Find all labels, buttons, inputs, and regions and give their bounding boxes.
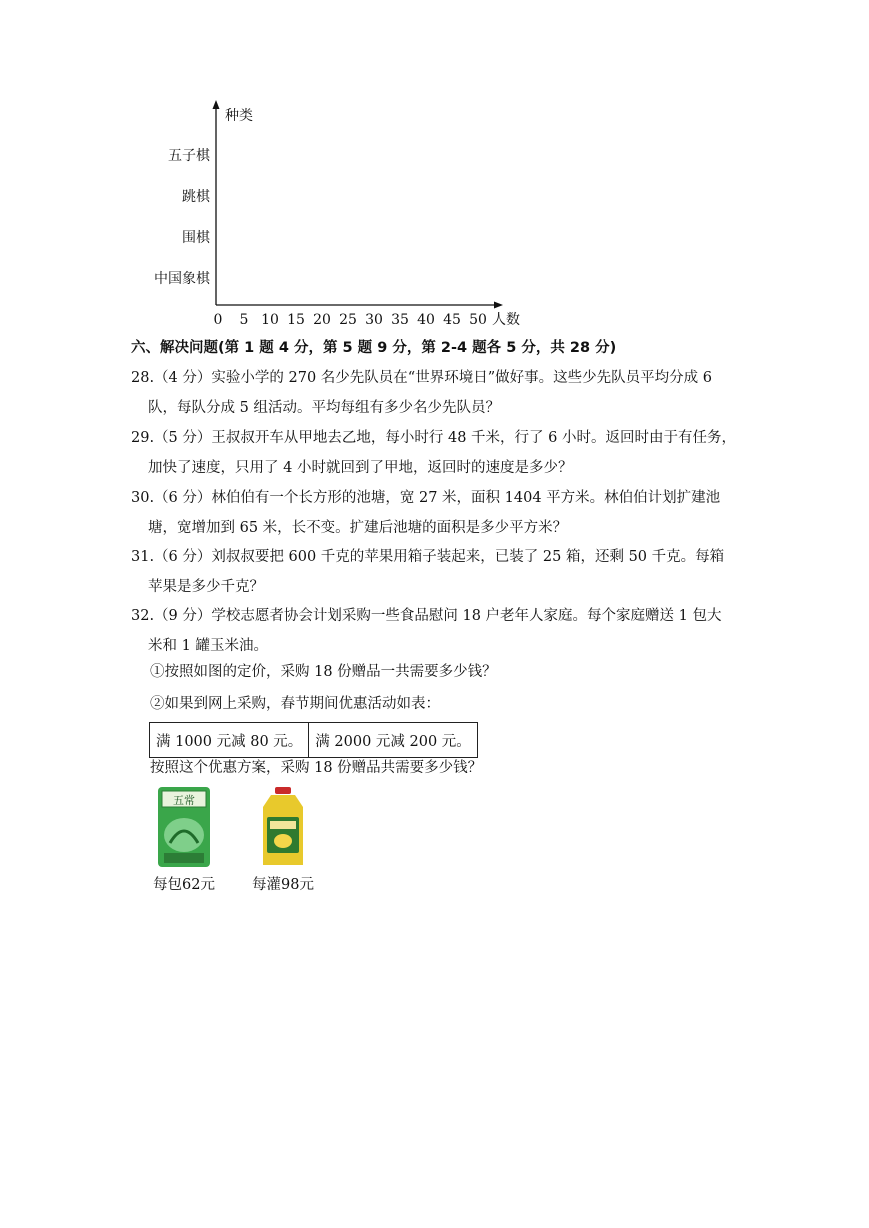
- section-title: 六、解决问题(第 1 题 4 分，第 5 题 9 分，第 2-4 题各 5 分，共 28 分): [131, 340, 617, 356]
- x-tick-label: 35: [391, 312, 409, 328]
- x-tick-label: 50: [469, 312, 487, 328]
- x-axis-arrow: [494, 302, 503, 309]
- rice-logo-text: 五常: [173, 794, 195, 807]
- question-30: [131, 483, 741, 543]
- x-tick-label: 5: [239, 312, 249, 328]
- x-tick-label: 10: [261, 312, 279, 328]
- offer-table: [149, 722, 478, 758]
- q32-sub1: ①按照如图的定价，采购 18 份赠品一共需要多少钱？: [150, 664, 497, 680]
- question-line: 苹果是多少千克？: [148, 579, 264, 595]
- x-tick-label: 25: [339, 312, 357, 328]
- x-tick-labels: [214, 312, 487, 328]
- category-label: 围棋: [182, 230, 210, 246]
- x-tick-label: 45: [443, 312, 461, 328]
- category-label: 跳棋: [182, 189, 210, 205]
- rice-product: [144, 785, 224, 893]
- question-31: [131, 542, 741, 602]
- question-28: [131, 363, 741, 423]
- oil-bottle-icon: [243, 785, 323, 869]
- offer-cell-1: 满 1000 元减 80 元。: [150, 723, 309, 758]
- question-29: [131, 423, 741, 483]
- y-axis-arrow: [213, 100, 220, 109]
- x-tick-label: 20: [313, 312, 331, 328]
- x-tick-label: 15: [287, 312, 305, 328]
- rice-bag-icon: [144, 785, 224, 869]
- offer-cell-2: 满 2000 元减 200 元。: [309, 723, 478, 758]
- question-line: 28.（4 分）实验小学的 270 名少先队员在“世界环境日”做好事。这些少先队员平均分成 6: [131, 370, 712, 386]
- category-label: 中国象棋: [154, 271, 210, 287]
- category-label: 五子棋: [168, 148, 210, 164]
- question-line: 32.（9 分）学校志愿者协会计划采购一些食品慰问 18 户老年人家庭。每个家庭赠送 1 包大: [131, 608, 722, 624]
- category-labels: [154, 147, 211, 287]
- chart-canvas: [140, 98, 530, 330]
- question-line: 米和 1 罐玉米油。: [148, 638, 268, 654]
- oil-product: [243, 785, 323, 893]
- question-32: [131, 601, 741, 661]
- question-line: 塘，宽增加到 65 米，长不变。扩建后池塘的面积是多少平方米？: [148, 520, 568, 536]
- x-tick-label: 40: [417, 312, 435, 328]
- table-row: [150, 723, 478, 758]
- rice-price-label: 每包62元: [153, 877, 215, 893]
- question-line: 29.（5 分）王叔叔开车从甲地去乙地，每小时行 48 千米，行了 6 小时。返回时由于有任务，: [131, 430, 737, 446]
- y-axis-label: 种类: [225, 108, 253, 124]
- q32-sub3: 按照这个优惠方案，采购 18 份赠品共需要多少钱？: [150, 760, 483, 776]
- question-line: 30.（6 分）林伯伯有一个长方形的池塘，宽 27 米，面积 1404 平方米。林伯伯计划扩建池: [131, 490, 721, 506]
- question-line: 31.（6 分）刘叔叔要把 600 千克的苹果用箱子装起来，已装了 25 箱，还剩 50 千克。每箱: [131, 549, 725, 565]
- q32-sub2: ②如果到网上采购，春节期间优惠活动如表：: [150, 696, 440, 712]
- x-tick-label: 0: [213, 312, 223, 328]
- oil-price-label: 每灌98元: [252, 877, 314, 893]
- x-tick-label: 30: [365, 312, 383, 328]
- x-axis-label: 人数: [492, 312, 520, 328]
- question-line: 加快了速度，只用了 4 小时就回到了甲地，返回时的速度是多少？: [148, 460, 573, 476]
- bar-chart-blank: [140, 98, 530, 330]
- question-line: 队，每队分成 5 组活动。平均每组有多少名少先队员？: [148, 400, 500, 416]
